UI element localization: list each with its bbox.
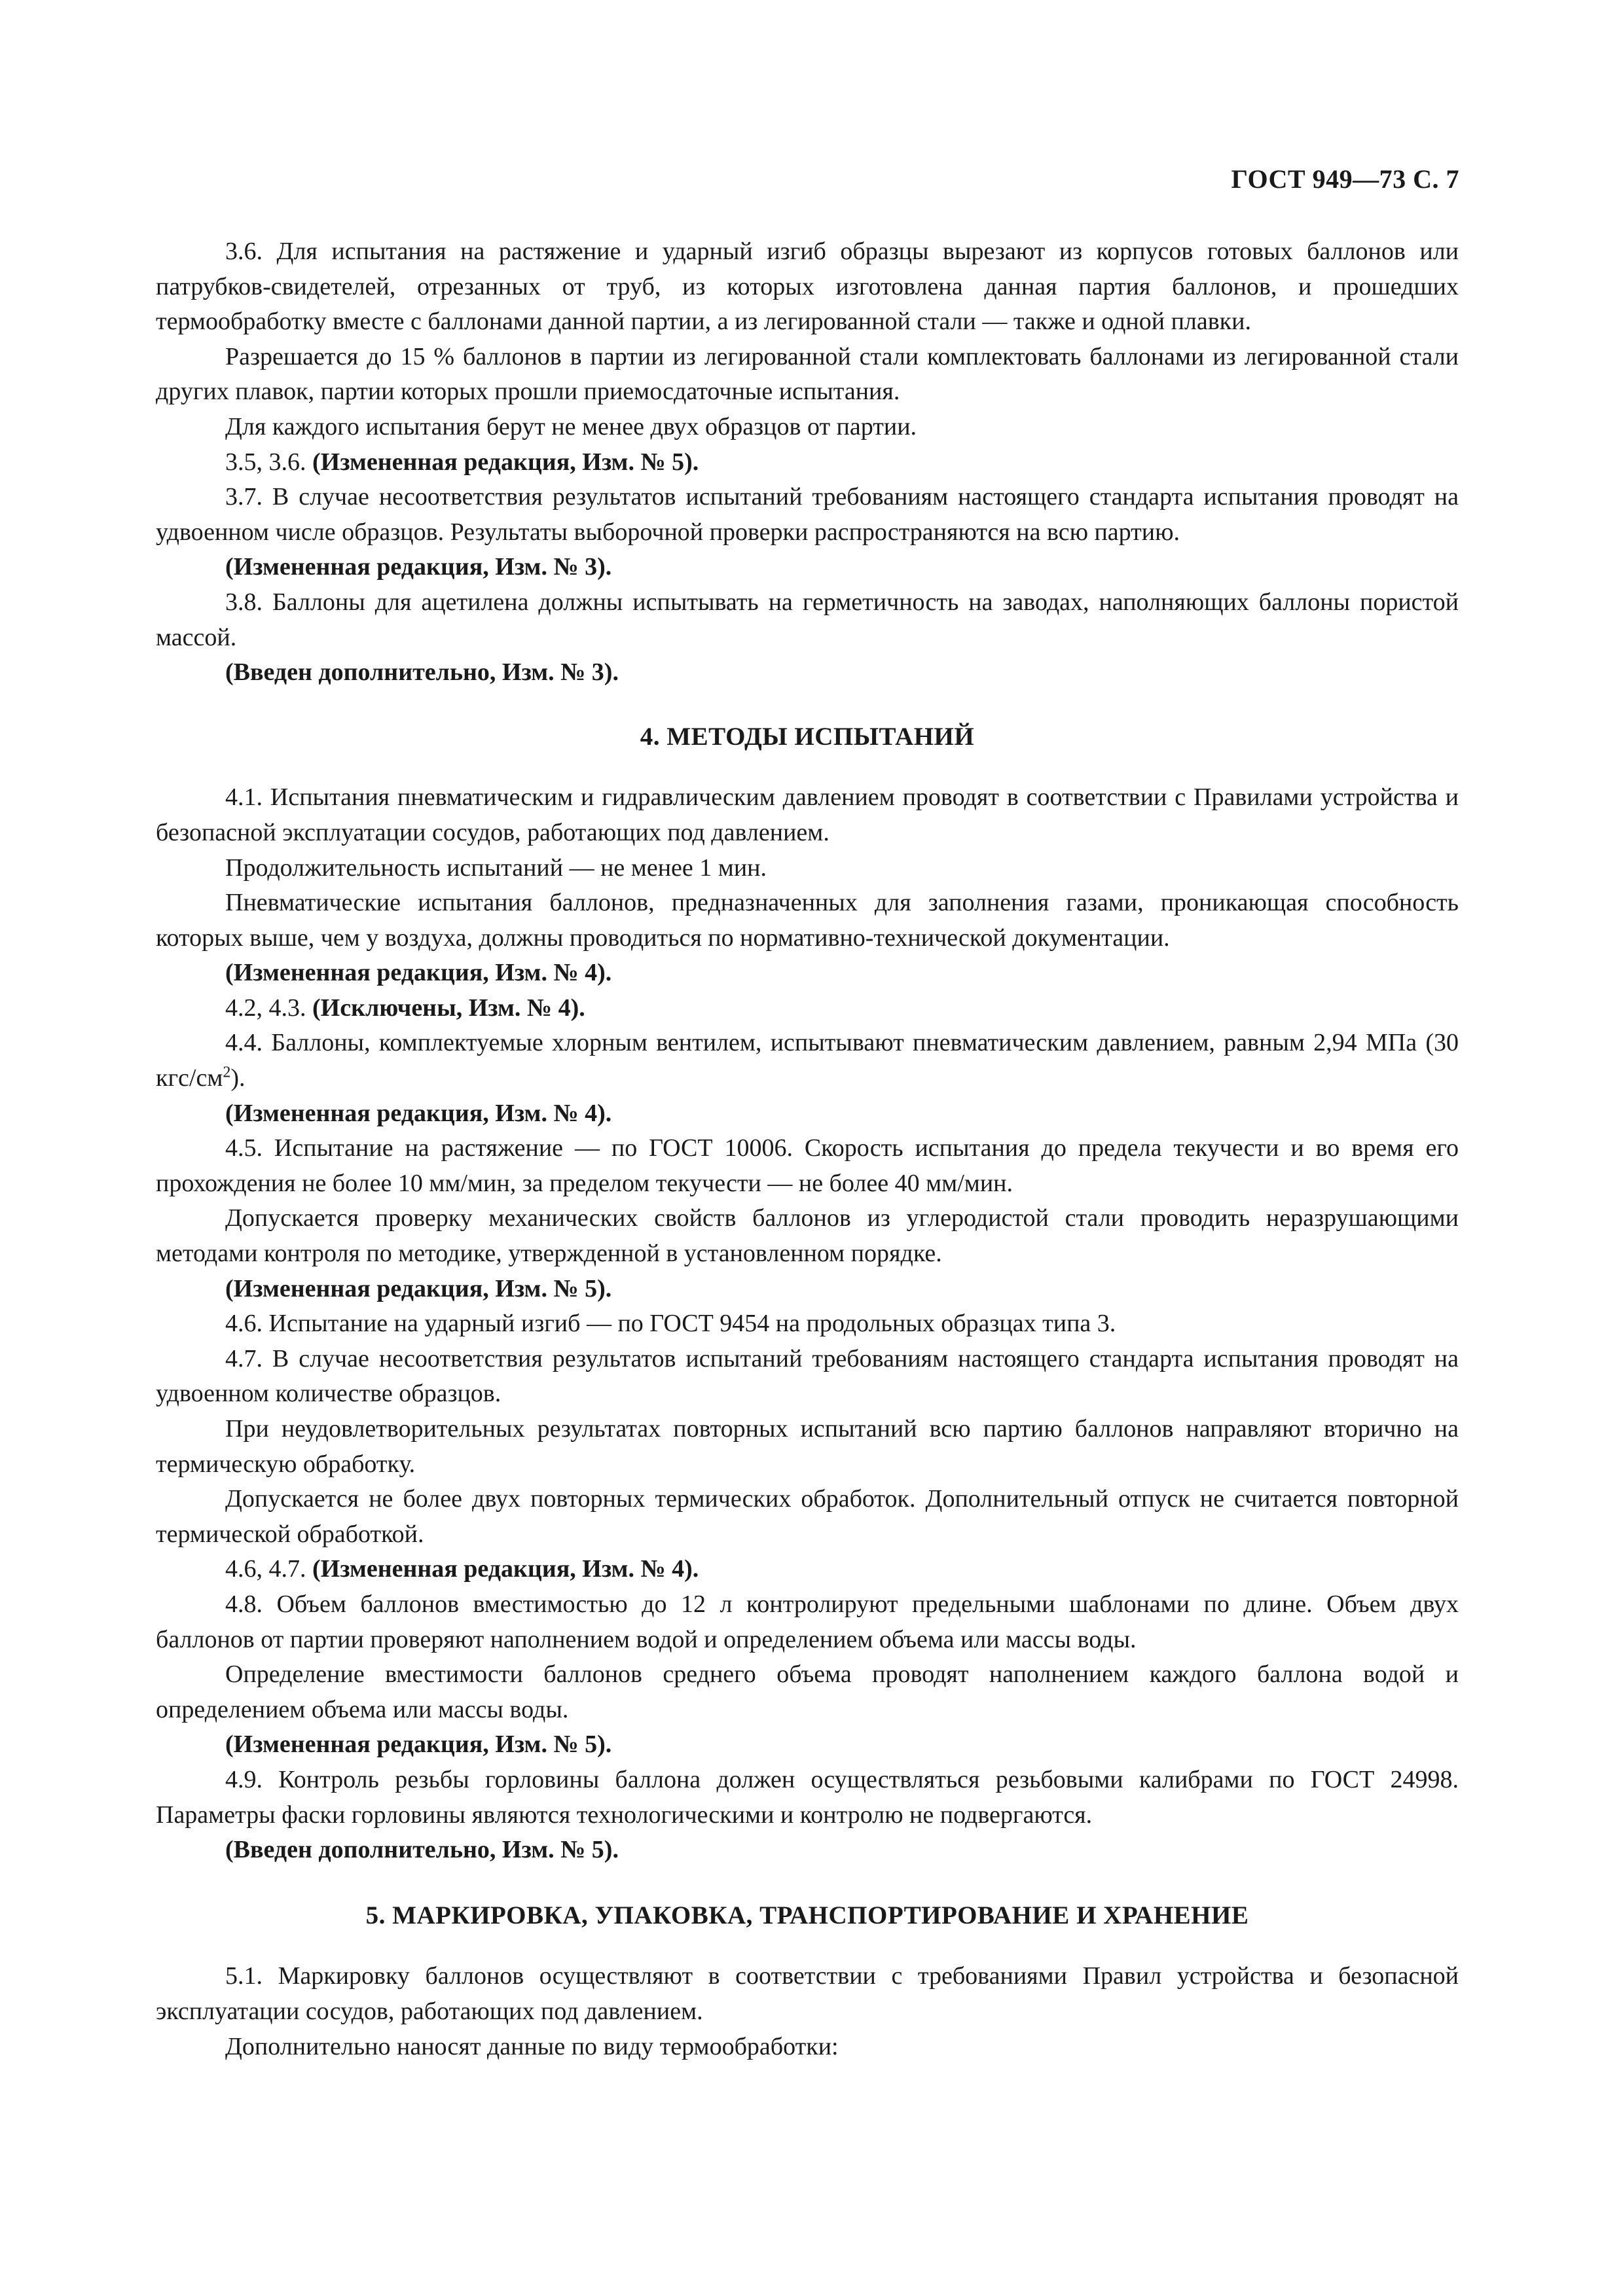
paragraph-4-4-end: ). <box>230 1064 246 1092</box>
paragraph-4-1: 4.1. Испытания пневматическим и гидравлическим давлением проводят в соответствии с Правилами устройства и безопасной эксплуатации сосудов, работающих под давлением. <box>156 783 1459 846</box>
amendment-note <box>156 1833 1459 1868</box>
paragraph-4-1-pneumatic: Пневматические испытания баллонов, предназначенных для заполнения газами, проникающая способность которых выше, чем у воздуха, должны проводиться по нормативно-технической документации. <box>156 889 1459 952</box>
paragraph-3-6-alloy: Разрешается до 15 % баллонов в партии из легированной стали комплектовать баллонами из легированной стали других плавок, партии которых прошли приемосдаточные испытания. <box>156 342 1459 406</box>
amendment-text: (Исключены, Изм. № 4). <box>312 994 585 1022</box>
paragraph-5-1-heat-treatment: Дополнительно наносят данные по виду термообработки: <box>225 2032 839 2060</box>
amendment-note <box>156 655 1459 691</box>
paragraph-3-6: 3.6. Для испытания на растяжение и ударный изгиб образцы вырезают из корпусов готовых баллонов или патрубков-свидетелей, отрезанных от труб, из которых изготовлена данная партия баллонов, и прошедших термообработку вместе с баллонами данной партии, а из легированной стали — также и одной плавки. <box>156 238 1459 336</box>
amendment-text: (Измененная редакция, Изм. № 3). <box>225 553 612 581</box>
amendment-prefix: 4.6, 4.7. <box>225 1555 312 1583</box>
paragraph-4-7-retest: При неудовлетворительных результатах повторных испытаний всю партию баллонов направляют вторично на термическую обработку. <box>156 1415 1459 1478</box>
paragraph-4-4-text: 4.4. Баллоны, комплектуемые хлорным вентилем, испытывают пневматическим давлением, равным 2,94 МПа (30 кгс/см <box>156 1029 1459 1092</box>
amendment-text: (Измененная редакция, Изм. № 4). <box>225 959 612 987</box>
paragraph-4-7: 4.7. В случае несоответствия результатов испытаний требованиям настоящего стандарта испытания проводят на удвоенном количестве образцов. <box>156 1344 1459 1408</box>
paragraph-3-7: 3.7. В случае несоответствия результатов испытаний требованиям настоящего стандарта испытания проводят на удвоенном числе образцов. Результаты выборочной проверки распространяются на всю партию. <box>156 483 1459 546</box>
paragraph-5-1: 5.1. Маркировку баллонов осуществляют в соответствии с требованиями Правил устройства и безопасной эксплуатации сосудов, работающих под давлением. <box>156 1962 1459 2025</box>
amendment-text: (Измененная редакция, Изм. № 5). <box>225 1274 612 1302</box>
paragraph-4-1-duration: Продолжительность испытаний — не менее 1 мин. <box>225 853 767 882</box>
amendment-note <box>156 1096 1459 1132</box>
paragraph-4-7-limit: Допускается не более двух повторных термических обработок. Дополнительный отпуск не считается повторной термической обработкой. <box>156 1485 1459 1548</box>
paragraph-3-8: 3.8. Баллоны для ацетилена должны испытывать на герметичность на заводах, наполняющих баллоны пористой массой. <box>156 588 1459 651</box>
amendment-prefix: 3.5, 3.6. <box>225 448 312 476</box>
amendment-note <box>156 1727 1459 1763</box>
paragraph-4-8-capacity: Определение вместимости баллонов среднего объема проводят наполнением каждого баллона водой и определением объема или массы воды. <box>156 1660 1459 1723</box>
amendment-text: (Измененная редакция, Изм. № 4). <box>312 1555 699 1583</box>
superscript-2: 2 <box>223 1064 231 1081</box>
amendment-note <box>156 991 1459 1026</box>
paragraph-4-5: 4.5. Испытание на растяжение — по ГОСТ 10006. Скорость испытания до предела текучести и во время его прохождения не более 10 мм/мин, за пределом текучести — не более 40 мм/мин. <box>156 1134 1459 1197</box>
amendment-note <box>156 1552 1459 1587</box>
paragraph-4-8: 4.8. Объем баллонов вместимостью до 12 л контролируют предельными шаблонами по длине. Объем двух баллонов от партии проверяют наполнением водой и определением объема или массы воды. <box>156 1590 1459 1653</box>
amendment-text: (Измененная редакция, Изм. № 4). <box>225 1099 612 1127</box>
amendment-text: (Введен дополнительно, Изм. № 5). <box>225 1836 619 1864</box>
amendment-note <box>156 1272 1459 1307</box>
amendment-text: (Измененная редакция, Изм. № 5). <box>225 1731 612 1759</box>
paragraph-3-6-samples: Для каждого испытания берут не менее двух образцов от партии. <box>225 412 917 440</box>
paragraph-4-6: 4.6. Испытание на ударный изгиб — по ГОСТ 9454 на продольных образцах типа 3. <box>225 1310 1116 1338</box>
amendment-note <box>156 445 1459 480</box>
amendment-note <box>156 956 1459 991</box>
amendment-note <box>156 550 1459 585</box>
section-5-title: 5. МАРКИРОВКА, УПАКОВКА, ТРАНСПОРТИРОВАНИЕ И ХРАНЕНИЕ <box>365 1901 1249 1929</box>
document-body <box>156 234 1459 2064</box>
paragraph-4-5-ndt: Допускается проверку механических свойств баллонов из углеродистой стали проводить неразрушающими методами контроля по методике, утвержденной в установленном порядке. <box>156 1204 1459 1268</box>
amendment-text: (Введен дополнительно, Изм. № 3). <box>225 658 619 687</box>
paragraph-4-4 <box>156 1026 1459 1096</box>
paragraph-4-9: 4.9. Контроль резьбы горловины баллона должен осуществляться резьбовыми калибрами по ГОСТ 24998. Параметры фаски горловины являются технологическими и контролю не подвергаются. <box>156 1765 1459 1829</box>
amendment-prefix: 4.2, 4.3. <box>225 994 312 1022</box>
section-4-title: 4. МЕТОДЫ ИСПЫТАНИЙ <box>640 722 975 751</box>
amendment-text: (Измененная редакция, Изм. № 5). <box>312 448 699 476</box>
page-header: ГОСТ 949—73 С. 7 <box>1231 164 1459 194</box>
